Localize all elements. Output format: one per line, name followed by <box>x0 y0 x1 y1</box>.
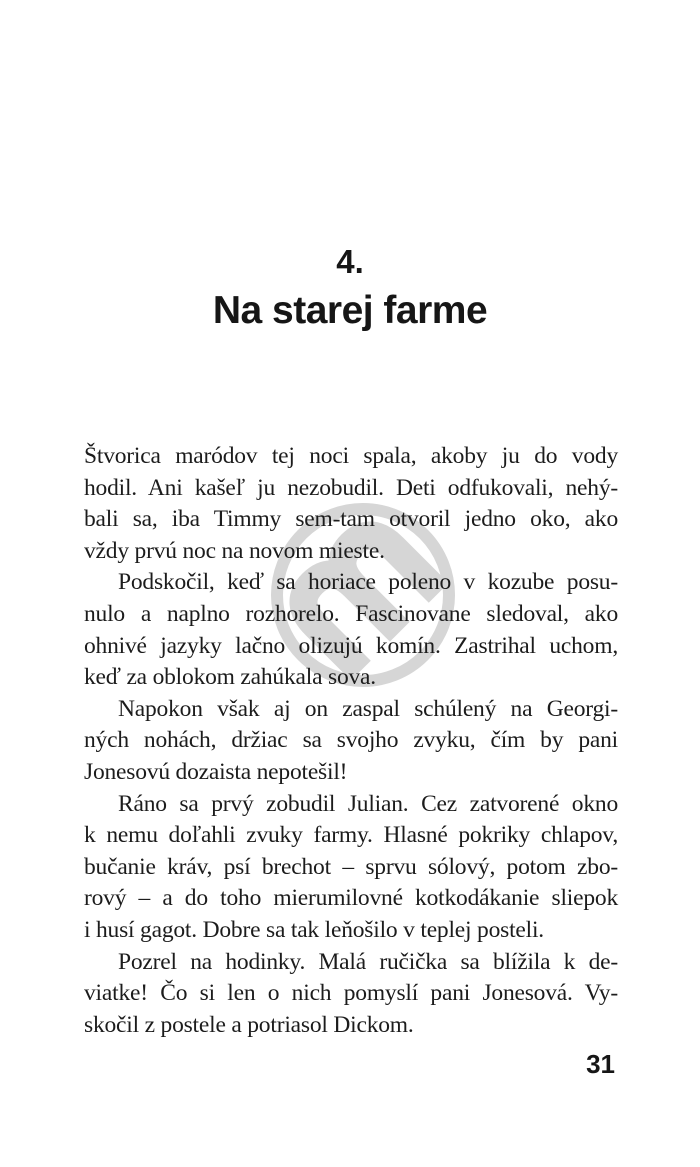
chapter-title: Na starej farme <box>212 289 488 332</box>
text-line: Ráno sa prvý zobudil Julian. Cez zatvorené okno <box>118 790 618 817</box>
text-line: Jonesovú dozaista nepotešil! <box>84 758 348 785</box>
body-text <box>84 441 618 1041</box>
chapter-number: 4. <box>336 243 364 280</box>
text-line: k nemu doľahli zvuky farmy. Hlasné pokriky chlapov, <box>84 822 618 849</box>
text-line: bučanie kráv, psí brechot – sprvu sólový, potom zbo- <box>84 853 618 880</box>
text-line: Podskočil, keď sa horiace poleno v kozube posu- <box>118 569 618 596</box>
text-line: skočil z postele a potriasol Dickom. <box>84 1011 414 1038</box>
text-line: keď za oblokom zahúkala sova. <box>84 664 376 691</box>
text-line: Pozrel na hodinky. Malá ručička sa blížila k de- <box>118 948 618 975</box>
text-line: rový – a do toho mierumilovné kotkodákanie sliepok <box>84 885 618 912</box>
text-line: i husí gagot. Dobre sa tak leňošilo v teplej posteli. <box>84 916 544 943</box>
text-line: nulo a naplno rozhorelo. Fascinovane sledoval, ako <box>84 600 618 627</box>
text-line: ohnivé jazyky lačno olizujú komín. Zastrihal uchom, <box>84 632 618 659</box>
text-line: ných nohách, držiac sa svojho zvyku, čím by pani <box>84 727 618 754</box>
text-line: hodil. Ani kašeľ ju nezobudil. Deti odfukovali, nehý- <box>84 474 618 501</box>
text-line: bali sa, iba Timmy sem-tam otvoril jedno oko, ako <box>84 506 618 533</box>
text-line: Napokon však aj on zaspal schúlený na Georgi- <box>118 695 618 722</box>
text-line: vždy prvú noc na novom mieste. <box>84 537 385 564</box>
text-line: viatke! Čo si len o nich pomyslí pani Jonesová. Vy- <box>84 980 618 1007</box>
page-number: 31 <box>586 1049 615 1079</box>
text-line: Štvorica maródov tej noci spala, akoby ju do vody <box>84 443 618 469</box>
